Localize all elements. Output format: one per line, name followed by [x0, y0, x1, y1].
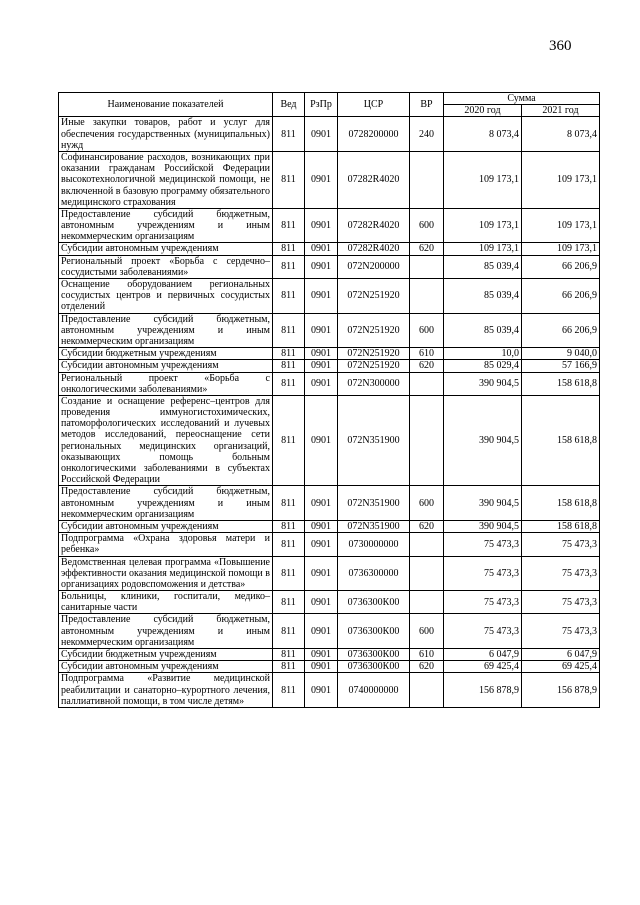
row-ved: 811	[273, 117, 305, 152]
row-amount-2020: 75 473,3	[444, 556, 522, 591]
row-vr: 600	[410, 313, 444, 348]
row-rzpr: 0901	[305, 649, 338, 661]
row-name: Предоставление субсидий бюджетным, автономным учреждениям и иным некоммерческим организациям	[59, 313, 273, 348]
row-rzpr: 0901	[305, 372, 338, 395]
row-rzpr: 0901	[305, 313, 338, 348]
row-ved: 811	[273, 360, 305, 372]
row-csr: 0736300К00	[338, 591, 410, 614]
table-row	[59, 117, 600, 152]
table-row	[59, 360, 600, 372]
row-amount-2021: 158 618,8	[522, 486, 600, 521]
header-year-2021: 2021 год	[522, 105, 600, 117]
row-vr: 240	[410, 117, 444, 152]
row-amount-2021: 158 618,8	[522, 395, 600, 486]
row-vr: 600	[410, 486, 444, 521]
row-rzpr: 0901	[305, 255, 338, 278]
row-amount-2020: 85 029,4	[444, 360, 522, 372]
row-ved: 811	[273, 486, 305, 521]
row-vr	[410, 151, 444, 208]
row-name: Предоставление субсидий бюджетным, автономным учреждениям и иным некоммерческим организациям	[59, 208, 273, 243]
table-row	[59, 614, 600, 649]
row-csr: 072N300000	[338, 372, 410, 395]
row-rzpr: 0901	[305, 556, 338, 591]
row-vr: 620	[410, 243, 444, 255]
row-vr: 620	[410, 360, 444, 372]
row-amount-2020: 85 039,4	[444, 279, 522, 314]
row-csr: 0736300000	[338, 556, 410, 591]
row-amount-2021: 69 425,4	[522, 661, 600, 673]
row-rzpr: 0901	[305, 360, 338, 372]
row-ved: 811	[273, 348, 305, 360]
row-amount-2020: 85 039,4	[444, 255, 522, 278]
table-row	[59, 661, 600, 673]
table-row	[59, 208, 600, 243]
row-name: Субсидии автономным учреждениям	[59, 360, 273, 372]
row-name: Ведомственная целевая программа «Повышение эффективности оказания медицинской помощи в организациях родовспоможения и детства»	[59, 556, 273, 591]
row-vr	[410, 395, 444, 486]
row-rzpr: 0901	[305, 117, 338, 152]
row-amount-2021: 158 618,8	[522, 372, 600, 395]
row-csr: 072N351900	[338, 486, 410, 521]
row-rzpr: 0901	[305, 520, 338, 532]
row-csr: 0736300К00	[338, 649, 410, 661]
row-amount-2020: 75 473,3	[444, 614, 522, 649]
row-csr: 0740000000	[338, 673, 410, 708]
row-name: Больницы, клиники, госпитали, медико–санитарные части	[59, 591, 273, 614]
row-rzpr: 0901	[305, 395, 338, 486]
row-amount-2020: 390 904,5	[444, 486, 522, 521]
row-amount-2020: 156 878,9	[444, 673, 522, 708]
row-amount-2021: 66 206,9	[522, 255, 600, 278]
table-row	[59, 533, 600, 556]
row-vr: 620	[410, 661, 444, 673]
header-ved: Вед	[273, 93, 305, 117]
row-ved: 811	[273, 208, 305, 243]
row-ved: 811	[273, 151, 305, 208]
row-ved: 811	[273, 255, 305, 278]
row-name: Региональный проект «Борьба с сердечно–сосудистыми заболеваниями»	[59, 255, 273, 278]
row-csr: 0736300К00	[338, 614, 410, 649]
row-name: Создание и оснащение референс–центров для проведения иммуногистохимических, патоморфологических исследований и лучевых методов исследований, переоснащение сети региональных медицинских организаций, оказывающих помощь больным онкологическими заболеваниями в субъектах Российской Федерации	[59, 395, 273, 486]
row-name: Предоставление субсидий бюджетным, автономным учреждениям и иным некоммерческим организациям	[59, 486, 273, 521]
table-row	[59, 255, 600, 278]
row-rzpr: 0901	[305, 614, 338, 649]
row-ved: 811	[273, 673, 305, 708]
header-vr: ВР	[410, 93, 444, 117]
row-amount-2021: 109 173,1	[522, 151, 600, 208]
row-rzpr: 0901	[305, 486, 338, 521]
table-row	[59, 649, 600, 661]
row-amount-2021: 158 618,8	[522, 520, 600, 532]
row-amount-2021: 109 173,1	[522, 243, 600, 255]
row-vr: 610	[410, 649, 444, 661]
row-csr: 0728200000	[338, 117, 410, 152]
row-csr: 072N351900	[338, 520, 410, 532]
row-ved: 811	[273, 243, 305, 255]
row-rzpr: 0901	[305, 243, 338, 255]
row-vr	[410, 372, 444, 395]
row-csr: 072N251920	[338, 360, 410, 372]
row-ved: 811	[273, 556, 305, 591]
row-amount-2021: 57 166,9	[522, 360, 600, 372]
row-rzpr: 0901	[305, 151, 338, 208]
row-vr: 620	[410, 520, 444, 532]
table-row	[59, 591, 600, 614]
row-amount-2020: 390 904,5	[444, 395, 522, 486]
row-name: Предоставление субсидий бюджетным, автономным учреждениям и иным некоммерческим организациям	[59, 614, 273, 649]
row-rzpr: 0901	[305, 279, 338, 314]
row-amount-2021: 75 473,3	[522, 591, 600, 614]
row-rzpr: 0901	[305, 533, 338, 556]
row-amount-2021: 156 878,9	[522, 673, 600, 708]
row-ved: 811	[273, 591, 305, 614]
row-name: Софинансирование расходов, возникающих при оказании гражданам Российской Федерации высокотехнологичной медицинской помощи, не включенной в базовую программу обязательного медицинского страхования	[59, 151, 273, 208]
row-vr: 610	[410, 348, 444, 360]
row-csr: 07282R4020	[338, 151, 410, 208]
row-ved: 811	[273, 614, 305, 649]
table-row	[59, 395, 600, 486]
row-ved: 811	[273, 533, 305, 556]
row-csr: 07282R4020	[338, 243, 410, 255]
row-rzpr: 0901	[305, 673, 338, 708]
row-amount-2020: 6 047,9	[444, 649, 522, 661]
row-vr	[410, 591, 444, 614]
page-number: 360	[549, 38, 572, 54]
table-row	[59, 486, 600, 521]
budget-table	[58, 92, 600, 708]
table-row	[59, 313, 600, 348]
row-csr: 0730000000	[338, 533, 410, 556]
row-amount-2021: 75 473,3	[522, 533, 600, 556]
row-amount-2021: 9 040,0	[522, 348, 600, 360]
row-csr: 072N251920	[338, 279, 410, 314]
row-vr	[410, 255, 444, 278]
row-amount-2021: 8 073,4	[522, 117, 600, 152]
row-ved: 811	[273, 279, 305, 314]
row-vr: 600	[410, 614, 444, 649]
row-ved: 811	[273, 313, 305, 348]
row-amount-2021: 75 473,3	[522, 614, 600, 649]
row-amount-2021: 75 473,3	[522, 556, 600, 591]
row-amount-2020: 85 039,4	[444, 313, 522, 348]
row-amount-2021: 66 206,9	[522, 279, 600, 314]
row-rzpr: 0901	[305, 208, 338, 243]
row-amount-2021: 6 047,9	[522, 649, 600, 661]
row-vr: 600	[410, 208, 444, 243]
row-amount-2020: 390 904,5	[444, 520, 522, 532]
row-rzpr: 0901	[305, 348, 338, 360]
row-vr	[410, 673, 444, 708]
row-amount-2020: 109 173,1	[444, 243, 522, 255]
row-name: Субсидии бюджетным учреждениям	[59, 649, 273, 661]
table-row	[59, 372, 600, 395]
table-row	[59, 279, 600, 314]
row-name: Иные закупки товаров, работ и услуг для обеспечения государственных (муниципальных) нужд	[59, 117, 273, 152]
row-vr	[410, 279, 444, 314]
header-year-2020: 2020 год	[444, 105, 522, 117]
row-csr: 07282R4020	[338, 208, 410, 243]
row-name: Субсидии автономным учреждениям	[59, 520, 273, 532]
row-csr: 0736300К00	[338, 661, 410, 673]
row-name: Субсидии автономным учреждениям	[59, 243, 273, 255]
row-amount-2020: 75 473,3	[444, 533, 522, 556]
row-amount-2021: 66 206,9	[522, 313, 600, 348]
row-name: Оснащение оборудованием региональных сосудистых центров и первичных сосудистых отделений	[59, 279, 273, 314]
table-row	[59, 243, 600, 255]
header-csr: ЦСР	[338, 93, 410, 117]
table-row	[59, 520, 600, 532]
row-amount-2020: 109 173,1	[444, 151, 522, 208]
row-rzpr: 0901	[305, 661, 338, 673]
row-amount-2020: 75 473,3	[444, 591, 522, 614]
row-rzpr: 0901	[305, 591, 338, 614]
row-amount-2021: 109 173,1	[522, 208, 600, 243]
row-csr: 072N351900	[338, 395, 410, 486]
row-amount-2020: 390 904,5	[444, 372, 522, 395]
row-name: Подпрограмма «Развитие медицинской реабилитации и санаторно–курортного лечения, паллиативной помощи, в том числе детям»	[59, 673, 273, 708]
row-amount-2020: 109 173,1	[444, 208, 522, 243]
row-name: Субсидии автономным учреждениям	[59, 661, 273, 673]
row-vr	[410, 556, 444, 591]
row-vr	[410, 533, 444, 556]
row-ved: 811	[273, 661, 305, 673]
row-csr: 072N251920	[338, 348, 410, 360]
row-name: Подпрограмма «Охрана здоровья матери и ребенка»	[59, 533, 273, 556]
row-amount-2020: 69 425,4	[444, 661, 522, 673]
row-amount-2020: 10,0	[444, 348, 522, 360]
header-sum: Сумма	[444, 93, 600, 105]
header-name: Наименование показателей	[59, 93, 273, 117]
row-name: Субсидии бюджетным учреждениям	[59, 348, 273, 360]
row-csr: 072N251920	[338, 313, 410, 348]
table-row	[59, 673, 600, 708]
row-ved: 811	[273, 372, 305, 395]
row-name: Региональный проект «Борьба с онкологическими заболеваниями»	[59, 372, 273, 395]
table-row	[59, 151, 600, 208]
header-rzpr: РзПр	[305, 93, 338, 117]
row-ved: 811	[273, 649, 305, 661]
table-row	[59, 556, 600, 591]
row-csr: 072N200000	[338, 255, 410, 278]
row-ved: 811	[273, 520, 305, 532]
row-ved: 811	[273, 395, 305, 486]
table-row	[59, 348, 600, 360]
row-amount-2020: 8 073,4	[444, 117, 522, 152]
